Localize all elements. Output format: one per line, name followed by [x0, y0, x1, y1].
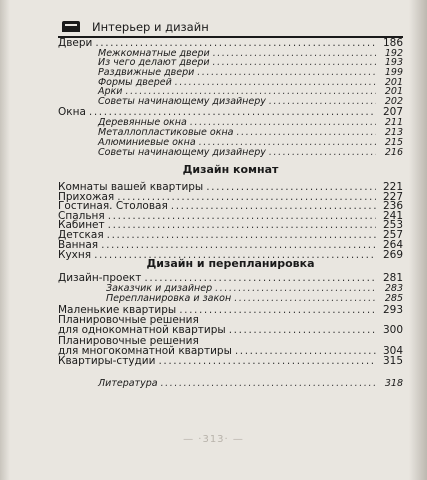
toc-entry-page: 227 — [382, 191, 403, 203]
toc-entry-title: Планировочные решения — [58, 335, 199, 347]
toc-entry-page: 315 — [382, 355, 403, 367]
toc-entry-page: 202 — [384, 96, 403, 107]
toc-entry-page: 269 — [382, 249, 403, 261]
toc-entry-title: Комнаты вашей квартиры — [58, 181, 204, 193]
toc-entry-title: Советы начинающему дизайнеру — [98, 96, 266, 107]
toc-entry-page: 257 — [382, 229, 403, 241]
toc-entry-title: Алюминиевые окна — [98, 137, 196, 148]
toc-entry-page: 293 — [382, 304, 403, 316]
book-icon — [62, 21, 80, 32]
toc-entry-title: Спальня — [58, 210, 105, 222]
toc-entry-title: для многокомнатной квартиры — [58, 345, 232, 357]
toc-entry-page: 192 — [384, 48, 403, 59]
toc-entry-title: Ванная — [58, 239, 99, 251]
section-heading: Дизайн комнат — [182, 163, 279, 176]
toc-subentry — [98, 147, 403, 159]
toc-entry-page: 281 — [382, 272, 403, 284]
dot-leader — [269, 147, 376, 159]
toc-entry-page: 300 — [382, 324, 403, 336]
toc-entry-page: 283 — [384, 283, 403, 294]
toc-entry-title: Деревянные окна — [98, 117, 187, 128]
scan-shadow-left — [0, 0, 10, 480]
toc-entry-page: 201 — [384, 77, 403, 88]
toc-entry-page: 216 — [384, 147, 403, 158]
toc-entry-title: Кухня — [58, 249, 92, 261]
toc-entry-page: 221 — [382, 181, 403, 193]
toc-entry-title: Гостиная. Столовая — [58, 200, 168, 212]
toc-entry-page: 241 — [382, 210, 403, 222]
toc-entry — [58, 355, 403, 367]
page-folio-bleedthrough: — ·313· — — [183, 434, 244, 445]
toc-entry-title: Из чего делают двери — [98, 57, 210, 68]
toc-entry-page: 304 — [382, 345, 403, 357]
toc-entry-title: Квартиры-студии — [58, 355, 156, 367]
toc-entry-title: Арки — [98, 86, 123, 97]
toc-entry-page: 193 — [384, 57, 403, 68]
toc-entry-page: 213 — [384, 127, 403, 138]
toc-subentry — [98, 378, 403, 390]
toc-entry-page: 199 — [384, 67, 403, 78]
toc-entry-title: Перепланировка и закон — [106, 293, 232, 304]
toc-entry-title: Металлопластиковые окна — [98, 127, 234, 138]
toc-entry-page: 207 — [382, 106, 403, 118]
toc-entry-title: Межкомнатные двери — [98, 48, 210, 59]
toc-entry-page: 215 — [384, 137, 403, 148]
toc-entry-title: Литература — [98, 378, 158, 389]
toc-entry-page: 211 — [384, 117, 403, 128]
dot-leader — [158, 355, 376, 367]
dot-leader — [161, 378, 376, 390]
toc-entry-page: 236 — [382, 200, 403, 212]
toc-entry-page: 253 — [382, 219, 403, 231]
header-title: Интерьер и дизайн — [92, 20, 209, 34]
running-header — [58, 20, 403, 38]
toc-entry-title: Прихожая — [58, 191, 115, 203]
toc-entry-page: 186 — [382, 37, 403, 49]
toc-entry-title: Дизайн-проект — [58, 272, 142, 284]
toc-entry-title: Кабинет — [58, 219, 105, 231]
toc-entry-title: Детская — [58, 229, 104, 241]
toc-entry-title: Раздвижные двери — [98, 67, 195, 78]
toc-entry-title: Маленькие квартиры — [58, 304, 177, 316]
toc-entry-title: Советы начинающему дизайнеру — [98, 147, 266, 158]
toc-entry-title: Планировочные решения — [58, 314, 199, 326]
toc-entry-page: 264 — [382, 239, 403, 251]
toc-entry-title: Окна — [58, 106, 86, 118]
toc-entry-title: Заказчик и дизайнер — [106, 283, 213, 294]
toc-entry-title: Двери — [58, 37, 93, 49]
toc-entry-page: 285 — [384, 293, 403, 304]
scan-shadow-right — [409, 0, 427, 480]
toc-entry-title: Формы дверей — [98, 77, 172, 88]
toc-entry-title: для однокомнатной квартиры — [58, 324, 226, 336]
toc-entry-page: 201 — [384, 86, 403, 97]
toc-entry-page: 318 — [384, 378, 403, 389]
section-heading: Дизайн и перепланировка — [146, 257, 315, 270]
